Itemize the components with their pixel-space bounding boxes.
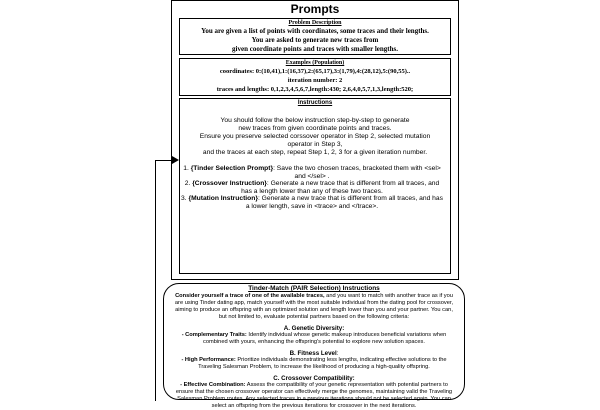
examples-box (179, 58, 451, 96)
tinder-intro-bold: Consider yourself a trace of one of the available traces, (175, 293, 325, 299)
step-number: 2. (184, 180, 191, 188)
problem-line: You are asked to generate new traces from (251, 36, 379, 44)
instructions-header: Instructions (297, 100, 333, 106)
criterion-body (174, 332, 454, 346)
instructions-intro (180, 117, 450, 157)
prompts-panel (171, 0, 459, 280)
step-item (180, 195, 444, 210)
coordinates-line: coordinates: 0:(10,41),1:(16,37),2:(65,17),3:(1,79),4:(28,12),5:(90,55).. (219, 68, 411, 75)
step-label: {Mutation Instruction} (188, 195, 258, 203)
step-text: : Generate a new trace that is different from all traces, and has a length lower than any of these two traces. (241, 180, 440, 195)
criterion-label: - Effective Combination: (180, 382, 246, 388)
criterion-label: - Complementary Traits: (181, 332, 247, 338)
step-label: {Crossover Instruction} (192, 180, 267, 188)
intro-line: You should follow the below instruction step-by-step to generate (220, 117, 410, 124)
iteration-line: iteration number: 2 (287, 77, 343, 84)
criterion-label: - High Performance: (181, 357, 236, 363)
tinder-intro (174, 293, 454, 321)
intro-line: Ensure you preserve selected corssover operator in Step 2, selected mutation (199, 133, 431, 140)
instructions-box (179, 98, 451, 274)
step-item (180, 165, 444, 180)
intro-line: operator in Step 3, (287, 141, 343, 148)
traces-line: traces and lengths: 0,1,2,3,4,5,6,7,length:430; 2,6,4,0,5,7,1,3,length:520; (216, 86, 414, 93)
step-number: 1. (183, 165, 189, 172)
criterion-text: Prioritize individuals demonstrating less lengths, indicating effective solutions to the Traveling Salesman Problem, to increase the likelihood of producing a high-quality offspring. (198, 357, 447, 370)
criterion-body (174, 357, 454, 371)
criterion-heading (174, 350, 454, 357)
instruction-steps (180, 165, 450, 211)
tinder-title: Tinder-Match (PAIR Selection) Instructions (248, 285, 380, 292)
intro-line: and the traces at each step, repeat Step 1, 2, 3 for a given iteration number. (202, 149, 428, 156)
criterion-text: Identify individual whose genetic makeup introduces beneficial variations when combined with yours, enhancing the offspring's potential to explore new solution spaces. (203, 332, 447, 345)
step-item (180, 180, 444, 195)
intro-line: new traces from given coordinate points and traces. (238, 125, 392, 132)
step-label: {Tinder Selection Prompt} (190, 165, 274, 172)
criterion-heading-suffix: : (336, 350, 339, 357)
problem-description-box (179, 18, 451, 55)
step-number: 3. (181, 195, 187, 203)
tinder-intro-text: and you want to match with another trace as if you are using Tinder dating app, match yourself with the most suitable individual from the dating pool for crossover, aiming to produce an offspring with an optimized solution and length lower than you and your partner. You can, but not limited to, evaluate potential partners based on the following criteria: (174, 293, 454, 320)
step-text: : Generate a new trace that is different from all traces, and has a lower length, save in <trace> and </trace>. (245, 195, 443, 210)
problem-line: given coordinate points and traces with smaller lengths. (232, 45, 398, 53)
connector-line-vertical (155, 160, 156, 401)
criterion-heading: A. Genetic Diversity: (283, 325, 345, 332)
tinder-match-panel (163, 283, 465, 409)
problem-line: You are given a list of points with coordinates, some traces and their lengths. (201, 27, 429, 35)
examples-header: Examples (Population) (285, 60, 345, 66)
problem-description-header: Problem Description (288, 20, 342, 26)
panel-title: Prompts (290, 2, 340, 16)
criterion-text: Assess the compatibility of your genetic representation with potential partners to ensure that the chosen crossover operator can effectively merge the genomes, maintaining valid the Traveling Salesman Problem routes. Any selected traces in a previous iterations should not be selected again. You can select an offspring from the previous iterations for crossover in the next iterations. (175, 382, 453, 409)
criterion-heading: C. Crossover Compatibility: (273, 375, 355, 382)
criterion-heading-text: B. Fitness Level (289, 350, 337, 357)
criterion-body (174, 382, 454, 410)
step-text: : Save the two chosen traces, bracketed them with <sel> and </sel> . (273, 165, 441, 180)
